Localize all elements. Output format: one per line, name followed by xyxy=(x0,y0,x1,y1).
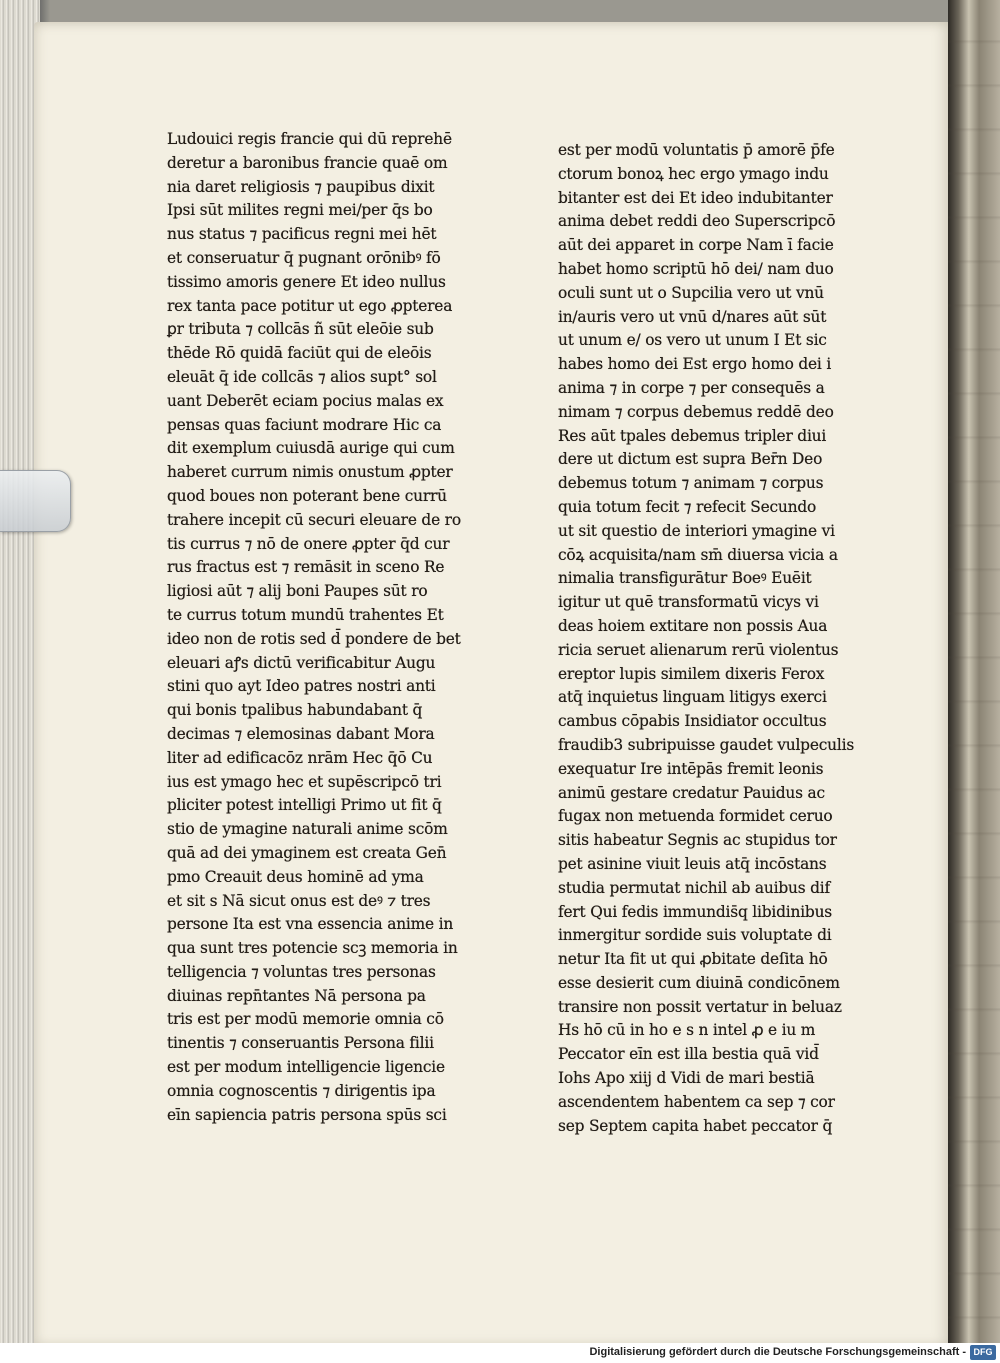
text-line: Iohs Apo xiij d Vidi de mari bestiā xyxy=(558,1069,815,1088)
text-line: in/auris vero ut vnū d/nares aūt sūt xyxy=(558,307,827,326)
text-line: Res aūt tpales debemus tripler diui xyxy=(558,426,827,445)
text-line: fraudib3 subripuisse gaudet vulpeculis xyxy=(558,735,855,754)
text-line: Ipsi sūt milites regni mei/per q̄s bo xyxy=(167,201,433,220)
text-line: inmergitur sordide suis voluptate di xyxy=(558,926,832,945)
text-line: sitis habeatur Segnis ac stupidus tor xyxy=(558,831,837,850)
text-line: eleuari aꝭs dictū verificabitur Augu xyxy=(167,653,436,672)
text-line: ius est ymago hec et supēscripcō tri xyxy=(167,772,442,791)
text-line: quia totum fecit ⁊ refecit Secundo xyxy=(558,497,817,516)
text-line: omnia cognoscentis ⁊ dirigentis ipa xyxy=(167,1081,436,1100)
text-line: Peccator eīn est illa bestia quā vid̄ xyxy=(558,1045,819,1064)
text-line: stini quo ayt Ideo patres nostri anti xyxy=(167,677,436,696)
text-line: studia permutat nichil ab auibus dif xyxy=(558,878,830,897)
text-line: ligiosi aūt ⁊ alij boni Paupes sūt ro xyxy=(167,582,428,601)
text-line: dit exemplum cuiusdā aurige qui cum xyxy=(167,439,455,458)
text-line: liter ad edificacōz nrām Hec q̄ō Cu xyxy=(167,748,433,767)
text-line: telligencia ⁊ voluntas tres personas xyxy=(167,962,436,981)
text-line: tis currus ⁊ nō de onere ꝓpter q̄d cur xyxy=(167,534,450,553)
text-line: decimas ⁊ elemosinas dabant Mora xyxy=(167,724,435,743)
text-line: persone Ita est vna essencia anime in xyxy=(167,915,454,934)
text-line: ricia seruet alienarum rerū violentus xyxy=(558,640,839,659)
text-line: et sit s Nā sicut onus est deꝰ ⁊ tres xyxy=(167,891,431,910)
text-line: sep Septem capita habet peccator q̄ xyxy=(558,1116,833,1135)
footer-bar xyxy=(0,1343,1000,1363)
text-line: Hs hō cū in ho e s n intel ꝓ e iu m xyxy=(558,1021,816,1040)
text-line: stio de ymagine naturali anime scōm xyxy=(167,820,448,839)
text-line: habet homo scriptū hō dei/ nam duo xyxy=(558,259,834,278)
text-line: tissimo amoris genere Et ideo nullus xyxy=(167,272,446,291)
text-line: uant Deberēt eciam pocius malas ex xyxy=(167,391,444,410)
text-line: atq̄ inquietus linguam litigys exerci xyxy=(558,688,827,707)
text-line: pmo Creauit deus hominē ad yma xyxy=(167,867,424,886)
text-line: aūt dei apparet in corpe Nam ī facie xyxy=(558,236,834,255)
text-line: te currus totum mundū trahentes Et xyxy=(167,605,444,624)
text-line: pet asinine viuit leuis atq̄ incōstans xyxy=(558,854,827,873)
text-line: qui bonis tpalibus habundabant q̄ xyxy=(167,701,423,720)
text-line: ctorum bonoꝝ hec ergo ymago indu xyxy=(558,164,829,183)
text-line: eīn sapiencia patris persona spūs sci xyxy=(167,1105,447,1124)
text-line: netur Ita fit ut qui ꝓbitate deſita hō xyxy=(558,950,828,969)
text-line: thēde Rō quidā faciūt qui de eleōis xyxy=(167,344,432,363)
text-line: exequatur Ire intēpās fremit leonis xyxy=(558,759,824,778)
text-line: ut sit questio de interiori ymagine vi xyxy=(558,521,835,540)
text-line: est per modū voluntatis p̄ amorē p̄fe xyxy=(558,141,835,159)
text-line: rex tanta pace potitur ut ego ꝓpterea xyxy=(167,296,453,315)
text-line: habes homo dei Est ergo homo dei i xyxy=(558,355,832,374)
text-line: debemus totum ⁊ animam ⁊ corpus xyxy=(558,474,824,493)
text-line: ut unum e/ os vero ut unum I Et sic xyxy=(558,331,827,350)
text-line: nimalia transfigurātur Boeꝰ Euēit xyxy=(558,569,812,588)
text-line: tris est per modū memorie omnia cō xyxy=(167,1010,444,1029)
text-line: deas hoiem extitare non possis Aua xyxy=(558,616,828,635)
text-line: est per modum intelligencie ligencie xyxy=(167,1058,445,1077)
text-line: qua sunt tres potencie scꝫ memoria in xyxy=(167,939,458,958)
text-line: ideo non de rotis sed d̄ pondere de bet xyxy=(167,629,461,648)
text-line: anima ⁊ in corpe ⁊ per consequēs a xyxy=(558,378,825,397)
text-line: fert Qui fedis immundis̄q libidinibus xyxy=(558,902,832,921)
text-line: oculi sunt ut o Supcilia vero ut vnū xyxy=(558,283,824,302)
text-line: quod boues non poterant bene currū xyxy=(167,486,447,505)
text-line: diuinas repn̄tantes Nā persona pa xyxy=(167,986,426,1005)
text-line: esse desierit cum diuinā condicōnem xyxy=(558,973,840,992)
dfg-logo: DFG xyxy=(970,1345,996,1360)
text-line: nimam ⁊ corpus debemus reddē deo xyxy=(558,402,834,421)
text-line: bitanter est dei Et ideo indubitanter xyxy=(558,188,833,207)
left-text-column xyxy=(167,128,467,1127)
text-line: deretur a baronibus francie quaē om xyxy=(167,153,448,172)
text-line: pensas quas faciunt modrare Hic ca xyxy=(167,415,442,434)
text-line: cambus cōpabis Insidiator occultus xyxy=(558,712,827,731)
text-line: dere ut dictum est supra Ber̄n Deo xyxy=(558,450,823,469)
text-line: haberet currum nimis onustum ꝓpter xyxy=(167,463,453,482)
text-line: nus status ⁊ pacificus regni mei hēt xyxy=(167,225,437,244)
footer-credit: Digitalisierung gefördert durch die Deutsche Forschungsgemeinschaft - xyxy=(589,1346,966,1358)
text-line: eleuāt q̄ ide collcās ⁊ alios supt° sol xyxy=(167,367,437,386)
text-line: transire non possit vertatur in beluaz xyxy=(558,997,842,1016)
text-line: cōꝝ acquisita/nam sm̄ diuersa vicia a xyxy=(558,545,838,564)
text-line: trahere incepit cū securi eleuare de ro xyxy=(167,510,461,529)
text-line: quā ad dei ymaginem est creata Gen̄ xyxy=(167,843,447,862)
text-line: ereptor lupis similem dixeris Ferox xyxy=(558,664,825,683)
text-line: rus fractus est ⁊ remāsit in sceno Re xyxy=(167,558,445,577)
right-text-column xyxy=(558,139,878,1138)
text-line: Ludouici regis francie qui dū reprehē xyxy=(167,130,452,148)
text-line: igitur ut quē transformatū vicys vi xyxy=(558,593,819,612)
page-clip xyxy=(0,470,71,532)
text-line: ascendentem habentem ca sep ⁊ cor xyxy=(558,1092,835,1111)
text-line: fugax non metuenda formidet ceruo xyxy=(558,807,833,826)
text-line: pliciter potest intelligi Primo ut fit q̄ xyxy=(167,796,442,815)
text-line: nia daret religiosis ⁊ paupibus dixit xyxy=(167,177,435,196)
text-line: ꝑr tributa ⁊ collcās ñ sūt eleōie sub xyxy=(167,320,434,339)
text-line: animū gestare credatur Pauidus ac xyxy=(558,783,825,802)
text-line: et conseruatur q̄ pugnant orōnibꝰ fō xyxy=(167,248,441,267)
text-line: tinentis ⁊ conseruantis Persona filii xyxy=(167,1034,434,1053)
text-line: anima debet reddi deo Superscripcō xyxy=(558,212,836,231)
book-binding-edge xyxy=(948,0,1000,1343)
